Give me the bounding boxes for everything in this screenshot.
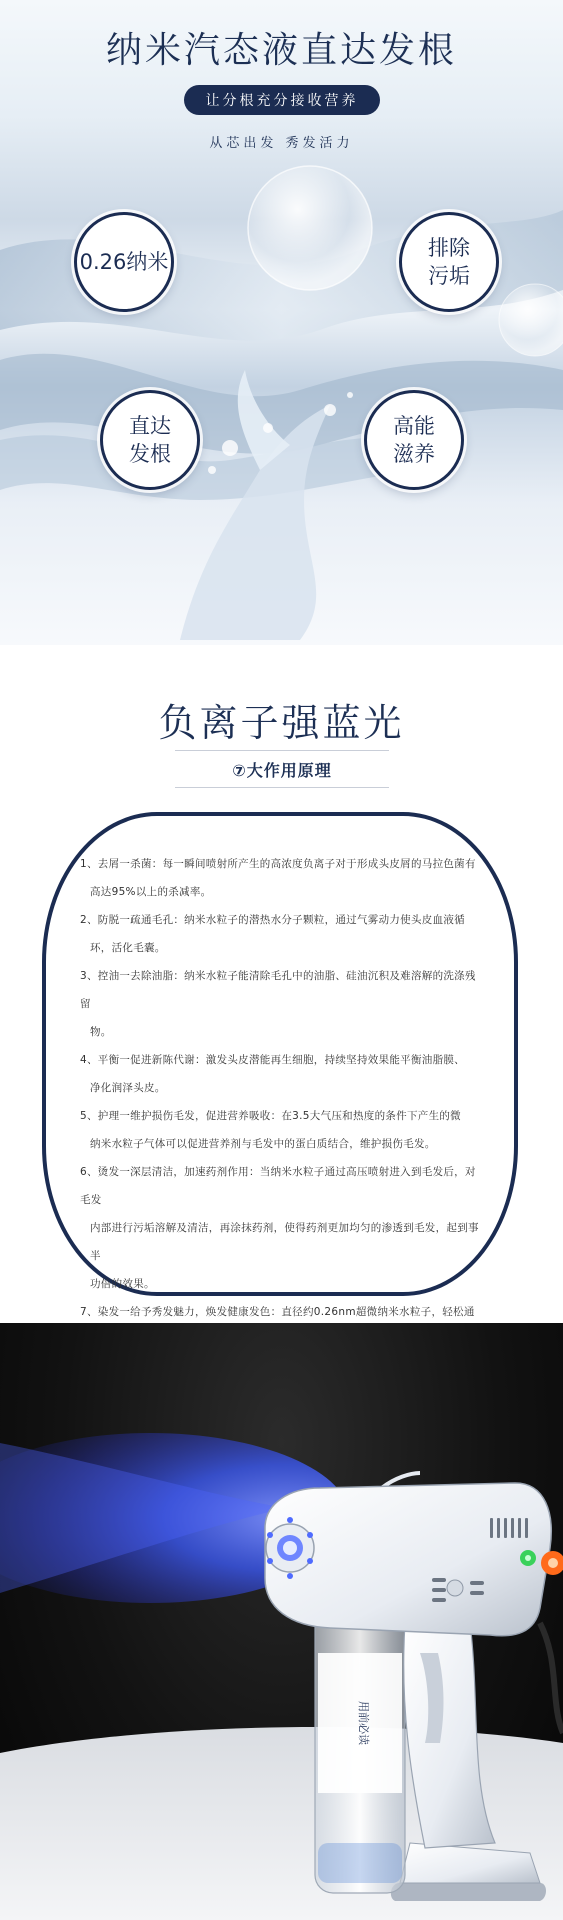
principles-subtitle-box (175, 750, 389, 788)
hero-tagline-pill: 让分根充分接收营养 (184, 85, 380, 115)
principle-line: 5、护理一维护损伤毛发，促进营养吸收：在3.5大气压和热度的条件下产生的微 (80, 1110, 461, 1122)
principle-line: 内部进行污垢溶解及清洁，再涂抹药剂，使得药剂更加均匀的渗透到毛发，起到事半 (90, 1222, 479, 1262)
badge-line: 直达 (129, 414, 171, 438)
principles-title: 负离子强蓝光 (158, 701, 405, 745)
principle-line: 环，活化毛囊。 (90, 942, 166, 954)
principle-line: 高达95%以上的杀减率。 (90, 886, 212, 898)
badge-nourish (364, 390, 464, 490)
principle-line: 6、烫发一深层清洁，加速药剂作用：当纳米水粒子通过高压喷射进入到毛发后，对毛发 (80, 1166, 476, 1206)
badge-line: 发根 (129, 442, 171, 466)
principle-line: 1、去屑一杀菌：每一瞬间喷射所产生的高浓度负离子对于形成头皮屑的马拉色菌有 (80, 858, 476, 870)
bottle-label: 用前必读 (357, 1701, 370, 1745)
principle-line: 2、防脱一疏通毛孔：纳米水粒子的潜热水分子颗粒，通过气雾动力使头皮血液循 (80, 914, 465, 926)
hero-subtitle: 从芯出发 秀发活力 (209, 136, 354, 151)
principle-item (80, 1158, 480, 1298)
principle-line: 纳米水粒子气体可以促进营养剂与毛发中的蛋白质结合，维护损伤毛发。 (90, 1138, 436, 1150)
badge-line: 高能 (393, 414, 435, 438)
principle-item (80, 962, 480, 1046)
badge-line: 污垢 (428, 264, 470, 288)
principle-item (80, 906, 480, 962)
product-photo-section (0, 1323, 563, 1920)
principle-item (80, 1046, 480, 1102)
principle-line: 7、染发一给予秀发魅力，焕发健康发色：直径约0.26nm超微纳米水粒子，轻松通 (80, 1306, 475, 1318)
nano-spray-gun-illustration (0, 1323, 563, 1920)
badge-line: 滋养 (393, 442, 435, 466)
hero-section (0, 0, 563, 645)
principles-card (42, 812, 518, 1318)
badge-reach-roots (100, 390, 200, 490)
principle-line: 物。 (90, 1026, 112, 1038)
principle-item (80, 850, 480, 906)
badge-line: 排除 (428, 236, 470, 260)
badge-remove-dirt (399, 212, 499, 312)
badge-nanometer (74, 212, 174, 312)
principle-line: 4、平衡一促进新陈代谢：激发头皮潜能再生细胞，持续坚持效果能平衡油脂膜、 (80, 1054, 465, 1066)
hero-title: 纳米汽态液直达发根 (105, 30, 457, 71)
badge-line: 0.26纳米 (79, 250, 169, 274)
principle-line: 3、控油一去除油脂：纳米水粒子能清除毛孔中的油脂、硅油沉积及难溶解的洗涤残留 (80, 970, 476, 1010)
principle-line: 净化润泽头皮。 (90, 1082, 166, 1094)
principle-line: 功倍的效果。 (90, 1278, 155, 1290)
principles-subtitle: ⑦大作用原理 (232, 760, 332, 780)
principle-item (80, 1102, 480, 1158)
